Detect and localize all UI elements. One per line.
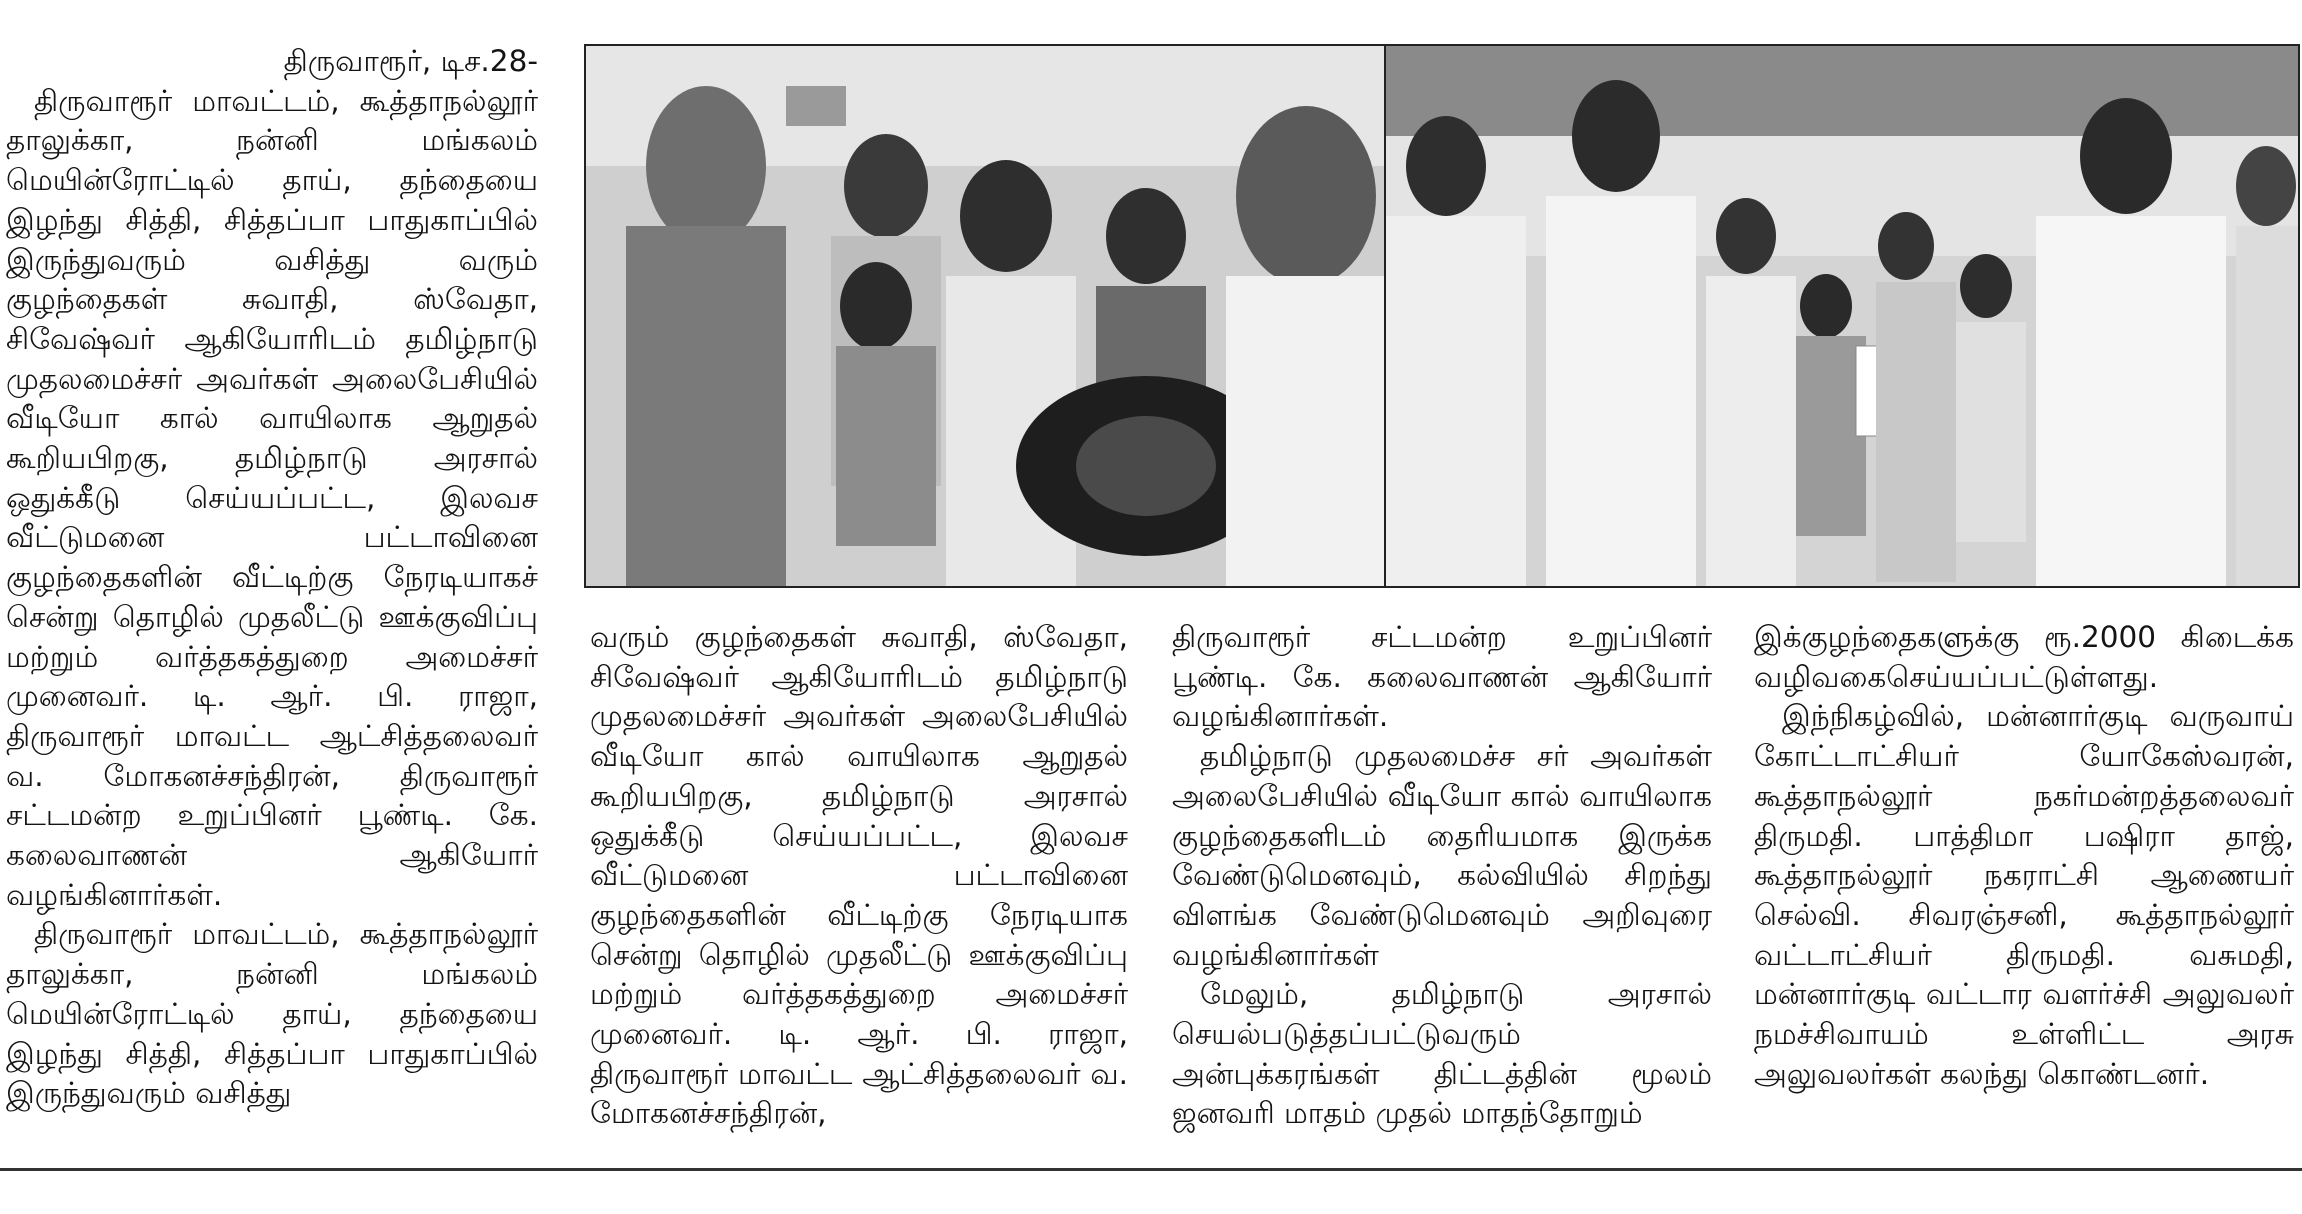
dateline: திருவாரூர், டிச.28-	[283, 44, 538, 78]
paragraph: திருவாரூர் மாவட்டம், கூத்தாநல்லூர் தாலுக்கா, நன்னி மங்கலம் மெயின்ரோட்டில் தாய், தந்தையை இழந்து சித்தி, சித்தப்பா பாதுகாப்பில் இருந்துவரும் வசித்து	[6, 917, 538, 1111]
article-column-1	[6, 42, 538, 1114]
paragraph: வரும் குழந்தைகள் சுவாதி, ஸ்வேதா, சிவேஷ்வர் ஆகியோரிடம் தமிழ்நாடு முதலமைச்சர் அவர்கள் அலைபேசியில் வீடியோ கால் வாயிலாக ஆறுதல் கூறியபிறகு, தமிழ்நாடு அரசால் ஒதுக்கீடு செய்யப்பட்ட, இலவச வீட்டுமனை பட்டாவினை குழந்தைகளின் வீட்டிற்கு நேரடியாக சென்று தொழில் முதலீட்டு ஊக்குவிப்பு மற்றும் வர்த்தகத்துறை அமைச்சர் முனைவர். டி. ஆர். பி. ராஜா, திருவாரூர் மாவட்ட ஆட்சித்தலைவர் வ. மோகனச்சந்திரன்,	[590, 620, 1128, 1131]
paragraph: இந்நிகழ்வில், மன்னார்குடி வருவாய் கோட்டாட்சியர் யோகேஸ்வரன், கூத்தாநல்லூர் நகர்மன்றத்தலைவர் திருமதி. பாத்திமா பஷிரா தாஜ், கூத்தாநல்லூர் நகராட்சி ஆணையர் செல்வி. சிவரஞ்சனி, கூத்தாநல்லூர் வட்டாட்சியர் திருமதி. வசுமதி, மன்னார்குடி வட்டார வளர்ச்சி அலுவலர் நமச்சிவாயம் உள்ளிட்ட அரசு அலுவலர்கள் கலந்து கொண்டனர்.	[1754, 699, 2294, 1091]
paragraph: இக்குழந்தைகளுக்கு ரூ.2000 கிடைக்க வழிவகைசெய்யப்பட்டுள்ளது.	[1754, 620, 2294, 694]
photo-right-illustration	[1386, 46, 2298, 586]
bottom-divider	[0, 1168, 2302, 1171]
paragraph: மேலும், தமிழ்நாடு அரசால் செயல்படுத்தப்பட்டுவரும் அன்புக்கரங்கள் திட்டத்தின் மூலம் ஜனவரி மாதம் முதல் மாதந்தோறும்	[1172, 977, 1712, 1131]
photo-left-illustration	[586, 46, 1386, 586]
paragraph: திருவாரூர் மாவட்டம், கூத்தாநல்லூர் தாலுக்கா, நன்னி மங்கலம் மெயின்ரோட்டில் தாய், தந்தையை இழந்து சித்தி, சித்தப்பா பாதுகாப்பில் இருந்துவரும் வசித்து வரும் குழந்தைகள் சுவாதி, ஸ்வேதா, சிவேஷ்வர் ஆகியோரிடம் தமிழ்நாடு முதலமைச்சர் அவர்கள் அலைபேசியில் வீடியோ கால் வாயிலாக ஆறுதல் கூறியபிறகு, தமிழ்நாடு அரசால் ஒதுக்கீடு செய்யப்பட்ட, இலவச வீட்டுமனை பட்டாவினை குழந்தைகளின் வீட்டிற்கு நேரடியாகச் சென்று தொழில் முதலீட்டு ஊக்குவிப்பு மற்றும் வர்த்தகத்துறை அமைச்சர் முனைவர். டி. ஆர். பி. ராஜா, திருவாரூர் மாவட்ட ஆட்சித்தலைவர் வ. மோகனச்சந்திரன், திருவாரூர் சட்டமன்ற உறுப்பினர் பூண்டி. கே. கலைவாணன் ஆகியோர் வழங்கினார்கள்.	[6, 83, 538, 912]
article-column-3	[1172, 618, 1712, 1134]
news-photo-children-video-call	[584, 44, 1388, 588]
paragraph: தமிழ்நாடு முதலமைச்ச சர் அவர்கள் அலைபேசியில் வீடியோ கால் வாயிலாக குழந்தைகளிடம் தைரியமாக இருக்க வேண்டுமெனவும், கல்வியில் சிறந்து விளங்க வேண்டுமெனவும் அறிவுரை வழங்கினார்கள்	[1172, 739, 1712, 972]
news-photo-patta-handover	[1384, 44, 2300, 588]
article-column-2	[590, 618, 1128, 1134]
headline-strip-cropped	[0, 0, 2302, 22]
paragraph: திருவாரூர் சட்டமன்ற உறுப்பினர் பூண்டி. கே. கலைவாணன் ஆகியோர் வழங்கினார்கள்.	[1172, 620, 1712, 734]
article-column-4	[1754, 618, 2294, 1094]
